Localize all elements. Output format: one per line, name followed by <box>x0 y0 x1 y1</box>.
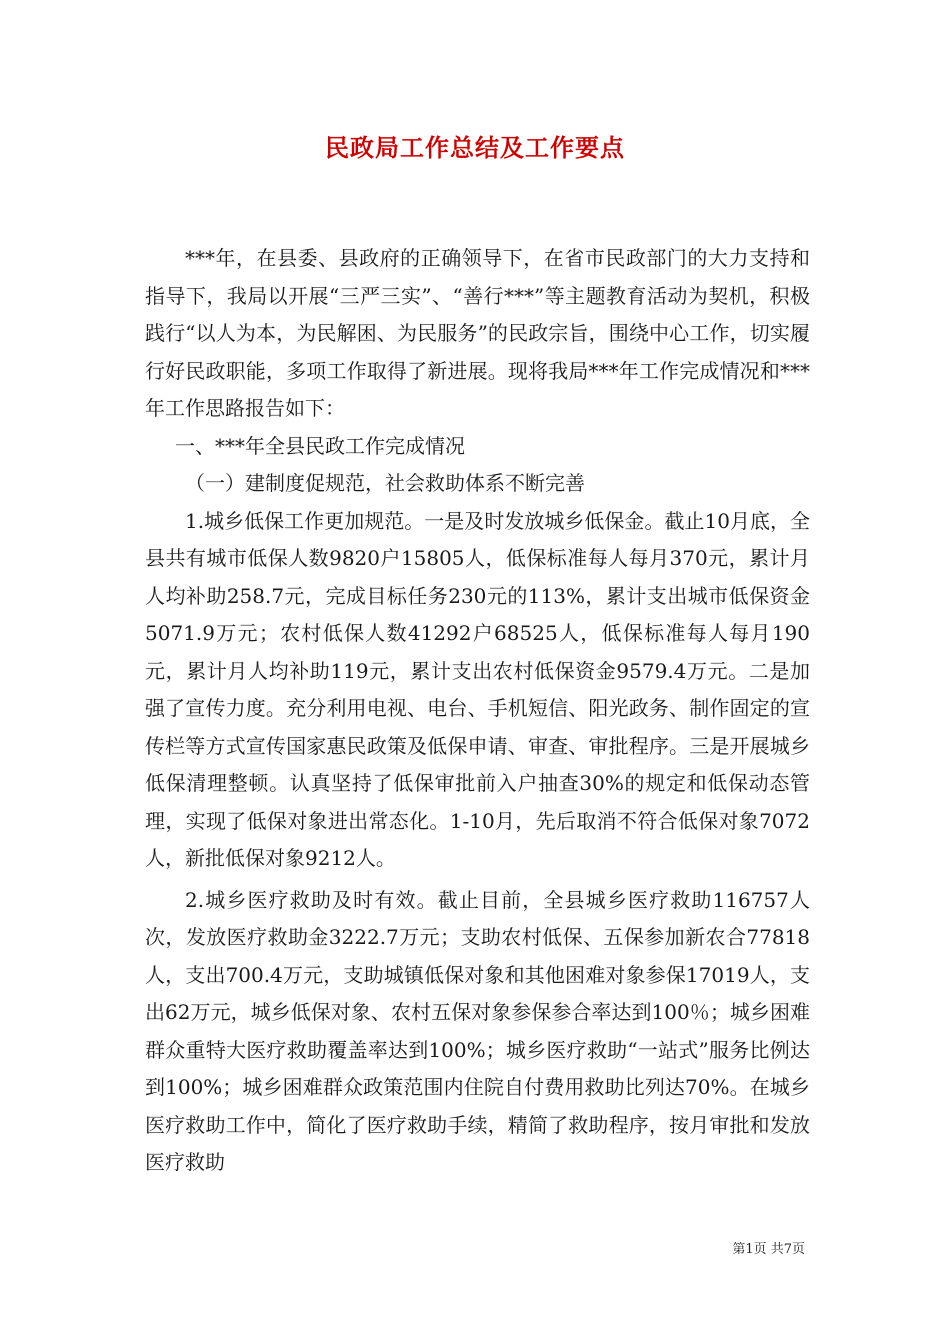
subsection-heading: （一）建制度促规范，社会救助体系不断完善 <box>185 471 585 495</box>
document-body <box>145 240 810 1182</box>
paragraph-medical-assistance: 2.城乡医疗救助及时有效。截止目前，全县城乡医疗救助116757人次，发放医疗救助金3222.7万元；支助农村低保、五保参加新农合77818人，支出700.4万元，支助城镇低保对象和其他困难对象参保17019人，支出62万元，城乡低保对象、农村五保对象参保参合率达到100％；城乡困难群众重特大医疗救助覆盖率达到100%；城乡医疗救助“一站式”服务比例达到100%；城乡困难群众政策范围内住院自付费用救助比列达70%。在城乡医疗救助工作中，简化了医疗救助手续，精简了救助程序，按月审批和发放医疗救助 <box>145 887 810 1174</box>
intro-paragraph: ***年，在县委、县政府的正确领导下，在省市民政部门的大力支持和指导下，我局以开展“三严三实”、“善行***”等主题教育活动为契机，积极践行“以人为本，为民解困、为民服务”的民政宗旨，围绕中心工作，切实履行好民政职能，多项工作取得了新进展。现将我局***年工作完成情况和***年工作思路报告如下： <box>145 246 810 420</box>
paragraph-urban-rural-subsistence: 1.城乡低保工作更加规范。一是及时发放城乡低保金。截止10月底，全县共有城市低保人数9820户15805人，低保标准每人每月370元，累计月人均补助258.7元，完成目标任务230元的113%，累计支出城市低保资金5071.9万元；农村低保人数41292户68525人，低保标准每人每月190元，累计月人均补助119元，累计支出农村低保资金9579.4万元。二是加强了宣传力度。充分利用电视、电台、手机短信、阳光政务、制作固定的宣传栏等方式宣传国家惠民政策及低保申请、审查、审批程序。三是开展城乡低保清理整顿。认真坚持了低保审批前入户抽查30%的规定和低保动态管理，实现了低保对象进出常态化。1-10月，先后取消不符合低保对象7072人，新批低保对象9212人。 <box>145 508 810 870</box>
section-heading: 一、***年全县民政工作完成情况 <box>175 433 465 458</box>
page-number: 第1页 共7页 <box>732 1242 805 1257</box>
document-title: 民政局工作总结及工作要点 <box>325 133 625 162</box>
